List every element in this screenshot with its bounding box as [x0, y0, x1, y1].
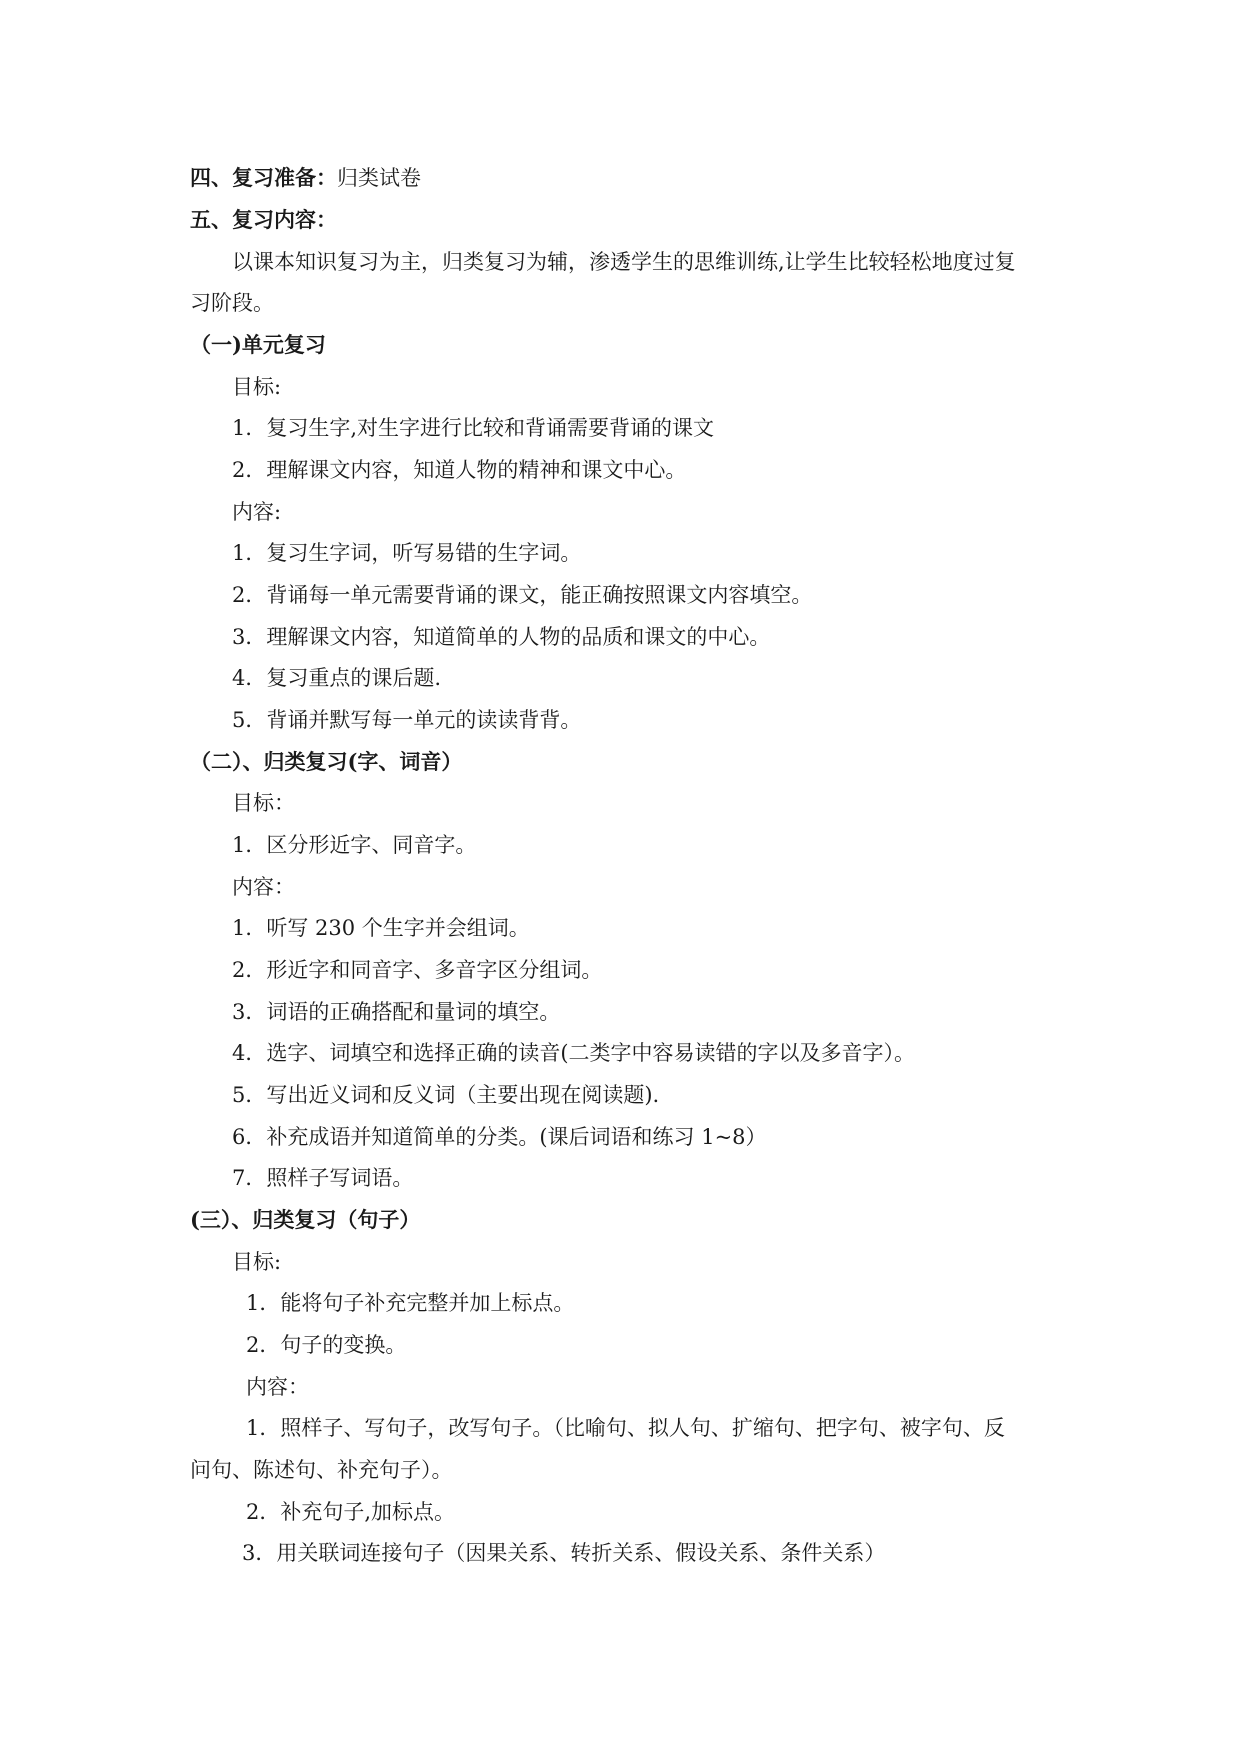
section-4-text: 归类试卷 [337, 166, 421, 190]
part-2-goal-item: 1．区分形近字、同音字。 [232, 833, 477, 857]
part-3-content-item-1-line-2: 问句、陈述句、补充句子）。 [190, 1458, 453, 1482]
section-5-intro-line-1: 以课本知识复习为主，归类复习为辅，渗透学生的思维训练,让学生比较轻松地度过复 [232, 250, 1016, 274]
part-3-goal-item: 2．句子的变换。 [246, 1333, 407, 1357]
part-3-goal-label: 目标: [232, 1250, 282, 1274]
part-2-content-item: 6．补充成语并知道简单的分类。(课后词语和练习 1~8） [232, 1125, 767, 1149]
part-2-goal-label: 目标： [232, 791, 295, 815]
part-3-content-item-2: 2．补充句子,加标点。 [246, 1500, 456, 1524]
part-2-content-item: 5．写出近义词和反义词（主要出现在阅读题). [232, 1083, 660, 1107]
part-1-content-label: 内容: [232, 500, 282, 524]
part-1-goal-label: 目标: [232, 375, 282, 399]
part-2-content-label: 内容： [232, 875, 295, 899]
part-2-content-item: 1．听写 230 个生字并会组词。 [232, 916, 530, 940]
part-1-goal-item: 2．理解课文内容，知道人物的精神和课文中心。 [232, 458, 687, 482]
part-2-content-item: 7．照样子写词语。 [232, 1166, 414, 1190]
section-4-heading: 四、复习准备： [190, 165, 337, 190]
part-3-content-label: 内容： [246, 1375, 309, 1399]
part-2-content-item: 4．选字、词填空和选择正确的读音(二类字中容易读错的字以及多音字）。 [232, 1041, 916, 1065]
part-1-content-item: 4．复习重点的课后题. [232, 666, 442, 690]
part-2-heading: （二）、归类复习(字、词音） [190, 749, 463, 774]
section-5-heading: 五、复习内容： [190, 207, 337, 232]
part-1-content-item: 2．背诵每一单元需要背诵的课文，能正确按照课文内容填空。 [232, 583, 813, 607]
part-1-goal-item: 1．复习生字,对生字进行比较和背诵需要背诵的课文 [232, 416, 715, 440]
part-3-goal-item: 1．能将句子补充完整并加上标点。 [246, 1291, 575, 1315]
part-2-content-item: 2．形近字和同音字、多音字区分组词。 [232, 958, 603, 982]
section-4 [190, 164, 421, 192]
part-3-content-item-3: 3．用关联词连接句子（因果关系、转折关系、假设关系、条件关系） [242, 1541, 886, 1565]
part-1-content-item: 3．理解课文内容，知道简单的人物的品质和课文的中心。 [232, 625, 771, 649]
part-1-heading: （一)单元复习 [190, 332, 326, 357]
part-3-heading: (三）、归类复习（句子） [190, 1207, 421, 1232]
part-1-content-item: 1．复习生字词，听写易错的生字词。 [232, 541, 582, 565]
part-2-content-item: 3．词语的正确搭配和量词的填空。 [232, 1000, 561, 1024]
section-5-intro-line-2: 习阶段。 [190, 291, 274, 315]
part-1-content-item: 5．背诵并默写每一单元的读读背背。 [232, 708, 582, 732]
part-3-content-item-1-line-1: 1．照样子、写句子，改写句子。（比喻句、拟人句、扩缩句、把字句、被字句、反 [246, 1416, 1005, 1440]
